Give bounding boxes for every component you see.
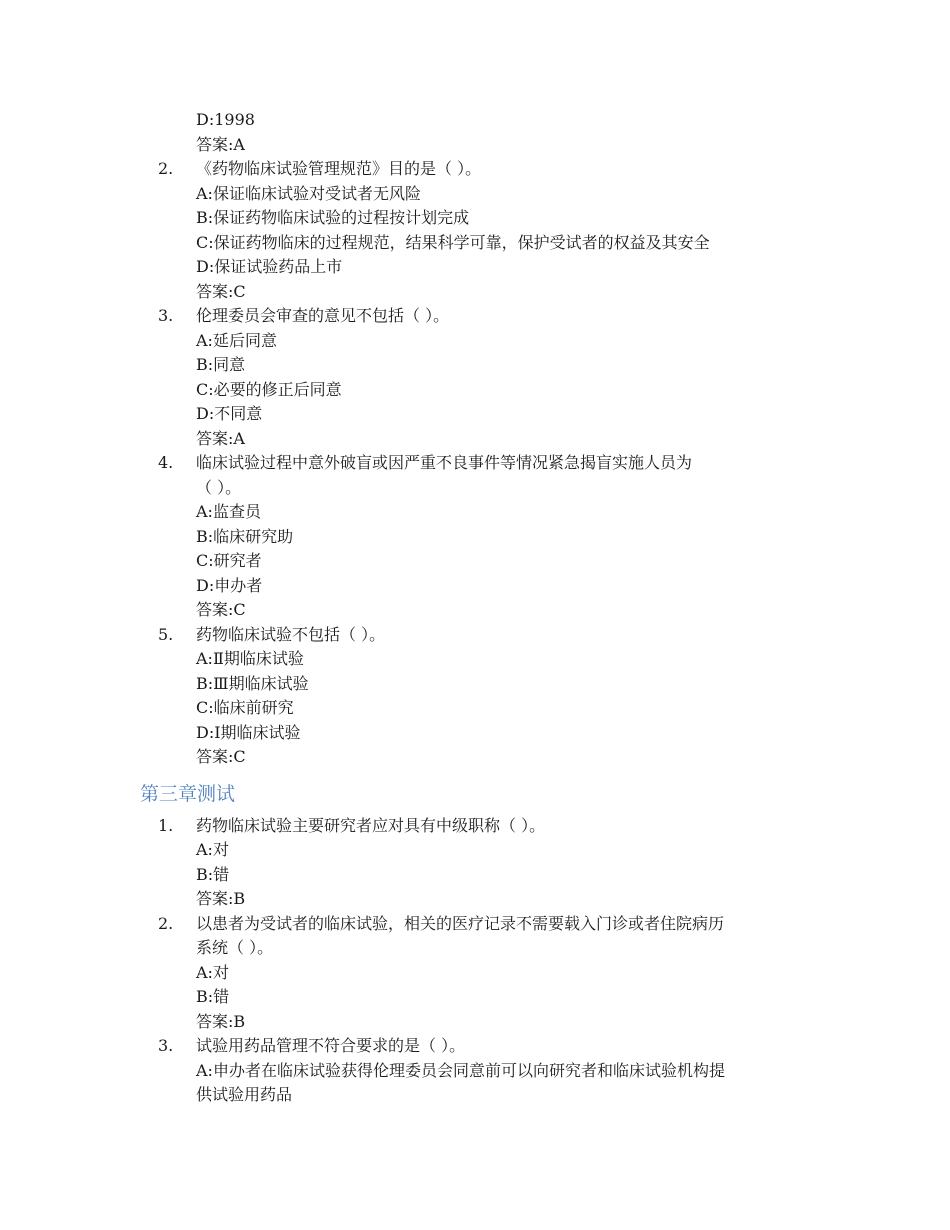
option-line bbox=[0, 838, 950, 863]
option-line bbox=[0, 672, 950, 697]
option-line bbox=[0, 1059, 950, 1084]
option-text: B:同意 bbox=[196, 355, 246, 374]
option-line bbox=[0, 647, 950, 672]
answer-line bbox=[0, 280, 950, 305]
question-text: 试验用药品管理不符合要求的是（ ）。 bbox=[196, 1036, 466, 1055]
answer-line bbox=[0, 745, 950, 770]
option-text: C:必要的修正后同意 bbox=[196, 379, 342, 399]
question-item bbox=[0, 623, 950, 770]
option-line bbox=[0, 985, 950, 1010]
option-line bbox=[0, 574, 950, 599]
answer-text: 答案:B bbox=[196, 1011, 246, 1031]
option-text: D:Ⅰ期临床试验 bbox=[196, 722, 301, 742]
option-text: 供试验用药品 bbox=[196, 1085, 293, 1104]
question-stem bbox=[0, 623, 950, 648]
option-text: C:临床前研究 bbox=[196, 698, 294, 717]
question-number: 3. bbox=[158, 1036, 174, 1055]
option-line bbox=[0, 863, 950, 888]
option-text: D:不同意 bbox=[196, 404, 263, 423]
option-text: D:保证试验药品上市 bbox=[196, 257, 343, 276]
question-text: 系统（ ）。 bbox=[196, 938, 274, 957]
option-line bbox=[0, 500, 950, 525]
option-line bbox=[0, 549, 950, 574]
question-number: 1. bbox=[158, 815, 174, 835]
question-item bbox=[0, 157, 950, 304]
answer-text: 答案:C bbox=[196, 281, 246, 301]
option-line bbox=[0, 353, 950, 378]
answer-text: 答案:C bbox=[196, 600, 246, 619]
answer-line bbox=[0, 1010, 950, 1035]
option-text: A:申办者在临床试验获得伦理委员会同意前可以向研究者和临床试验机构提 bbox=[196, 1060, 725, 1080]
question-item bbox=[0, 304, 950, 451]
option-line bbox=[0, 206, 950, 231]
option-text: A:保证临床试验对受试者无风险 bbox=[196, 183, 421, 203]
option-line bbox=[0, 696, 950, 721]
question-stem bbox=[0, 451, 950, 476]
question-stem bbox=[0, 814, 950, 839]
question-item bbox=[0, 1034, 950, 1108]
answer-line bbox=[0, 427, 950, 452]
question-number: 3. bbox=[158, 306, 174, 325]
option-line bbox=[0, 961, 950, 986]
answer-text: 答案:A bbox=[196, 134, 245, 154]
question-item bbox=[0, 451, 950, 623]
option-line bbox=[0, 721, 950, 746]
question-text: 药物临床试验主要研究者应对具有中级职称（ ）。 bbox=[196, 815, 546, 835]
answer-line bbox=[0, 598, 950, 623]
question-stem bbox=[0, 912, 950, 937]
option-line bbox=[0, 329, 950, 354]
option-text: A:延后同意 bbox=[196, 330, 277, 350]
option-line bbox=[0, 108, 950, 133]
question-stem-continued bbox=[0, 936, 950, 961]
option-text: C:保证药物临床的过程规范，结果科学可靠，保护受试者的权益及其安全 bbox=[196, 232, 710, 252]
option-text: D:申办者 bbox=[196, 575, 263, 595]
option-line bbox=[0, 525, 950, 550]
question-text: 以患者为受试者的临床试验，相关的医疗记录不需要载入门诊或者住院病历 bbox=[196, 913, 725, 933]
question-text: 《药物临床试验管理规范》目的是（ ）。 bbox=[196, 159, 482, 178]
question-item bbox=[0, 814, 950, 912]
question-number: 2. bbox=[158, 913, 174, 933]
question-stem bbox=[0, 304, 950, 329]
answer-text: 答案:C bbox=[196, 747, 246, 766]
question-list bbox=[0, 108, 950, 1108]
answer-line bbox=[0, 133, 950, 158]
option-line bbox=[0, 182, 950, 207]
option-line bbox=[0, 255, 950, 280]
option-text: C:研究者 bbox=[196, 551, 262, 570]
question-text: 药物临床试验不包括（ ）。 bbox=[196, 624, 386, 644]
question-stem-continued bbox=[0, 476, 950, 501]
option-line-continued bbox=[0, 1083, 950, 1108]
option-text: B:保证药物临床试验的过程按计划完成 bbox=[196, 208, 470, 227]
question-number: 4. bbox=[158, 453, 174, 472]
answer-text: 答案:B bbox=[196, 889, 246, 908]
question-stem bbox=[0, 1034, 950, 1059]
answer-text: 答案:A bbox=[196, 428, 245, 448]
question-stem bbox=[0, 157, 950, 182]
section-heading bbox=[0, 770, 950, 814]
question-text: （ ）。 bbox=[196, 477, 242, 497]
option-text: A:对 bbox=[196, 962, 229, 982]
question-number: 5. bbox=[158, 624, 174, 644]
option-text: A:监查员 bbox=[196, 502, 261, 521]
question-number: 2. bbox=[158, 159, 174, 178]
option-line bbox=[0, 402, 950, 427]
option-text: B:错 bbox=[196, 864, 230, 884]
option-text: D:1998 bbox=[196, 110, 255, 129]
chapter-title: 第三章测试 bbox=[140, 782, 236, 805]
answer-line bbox=[0, 887, 950, 912]
question-item bbox=[0, 912, 950, 1035]
option-text: A:对 bbox=[196, 840, 229, 859]
option-text: A:Ⅱ期临床试验 bbox=[196, 649, 304, 668]
question-text: 伦理委员会审查的意见不包括（ ）。 bbox=[196, 306, 450, 325]
option-line bbox=[0, 378, 950, 403]
option-text: B:错 bbox=[196, 987, 230, 1006]
option-line bbox=[0, 231, 950, 256]
question-text: 临床试验过程中意外破盲或因严重不良事件等情况紧急揭盲实施人员为 bbox=[196, 453, 693, 472]
option-text: B:Ⅲ期临床试验 bbox=[196, 673, 309, 693]
option-text: B:临床研究助 bbox=[196, 526, 294, 546]
